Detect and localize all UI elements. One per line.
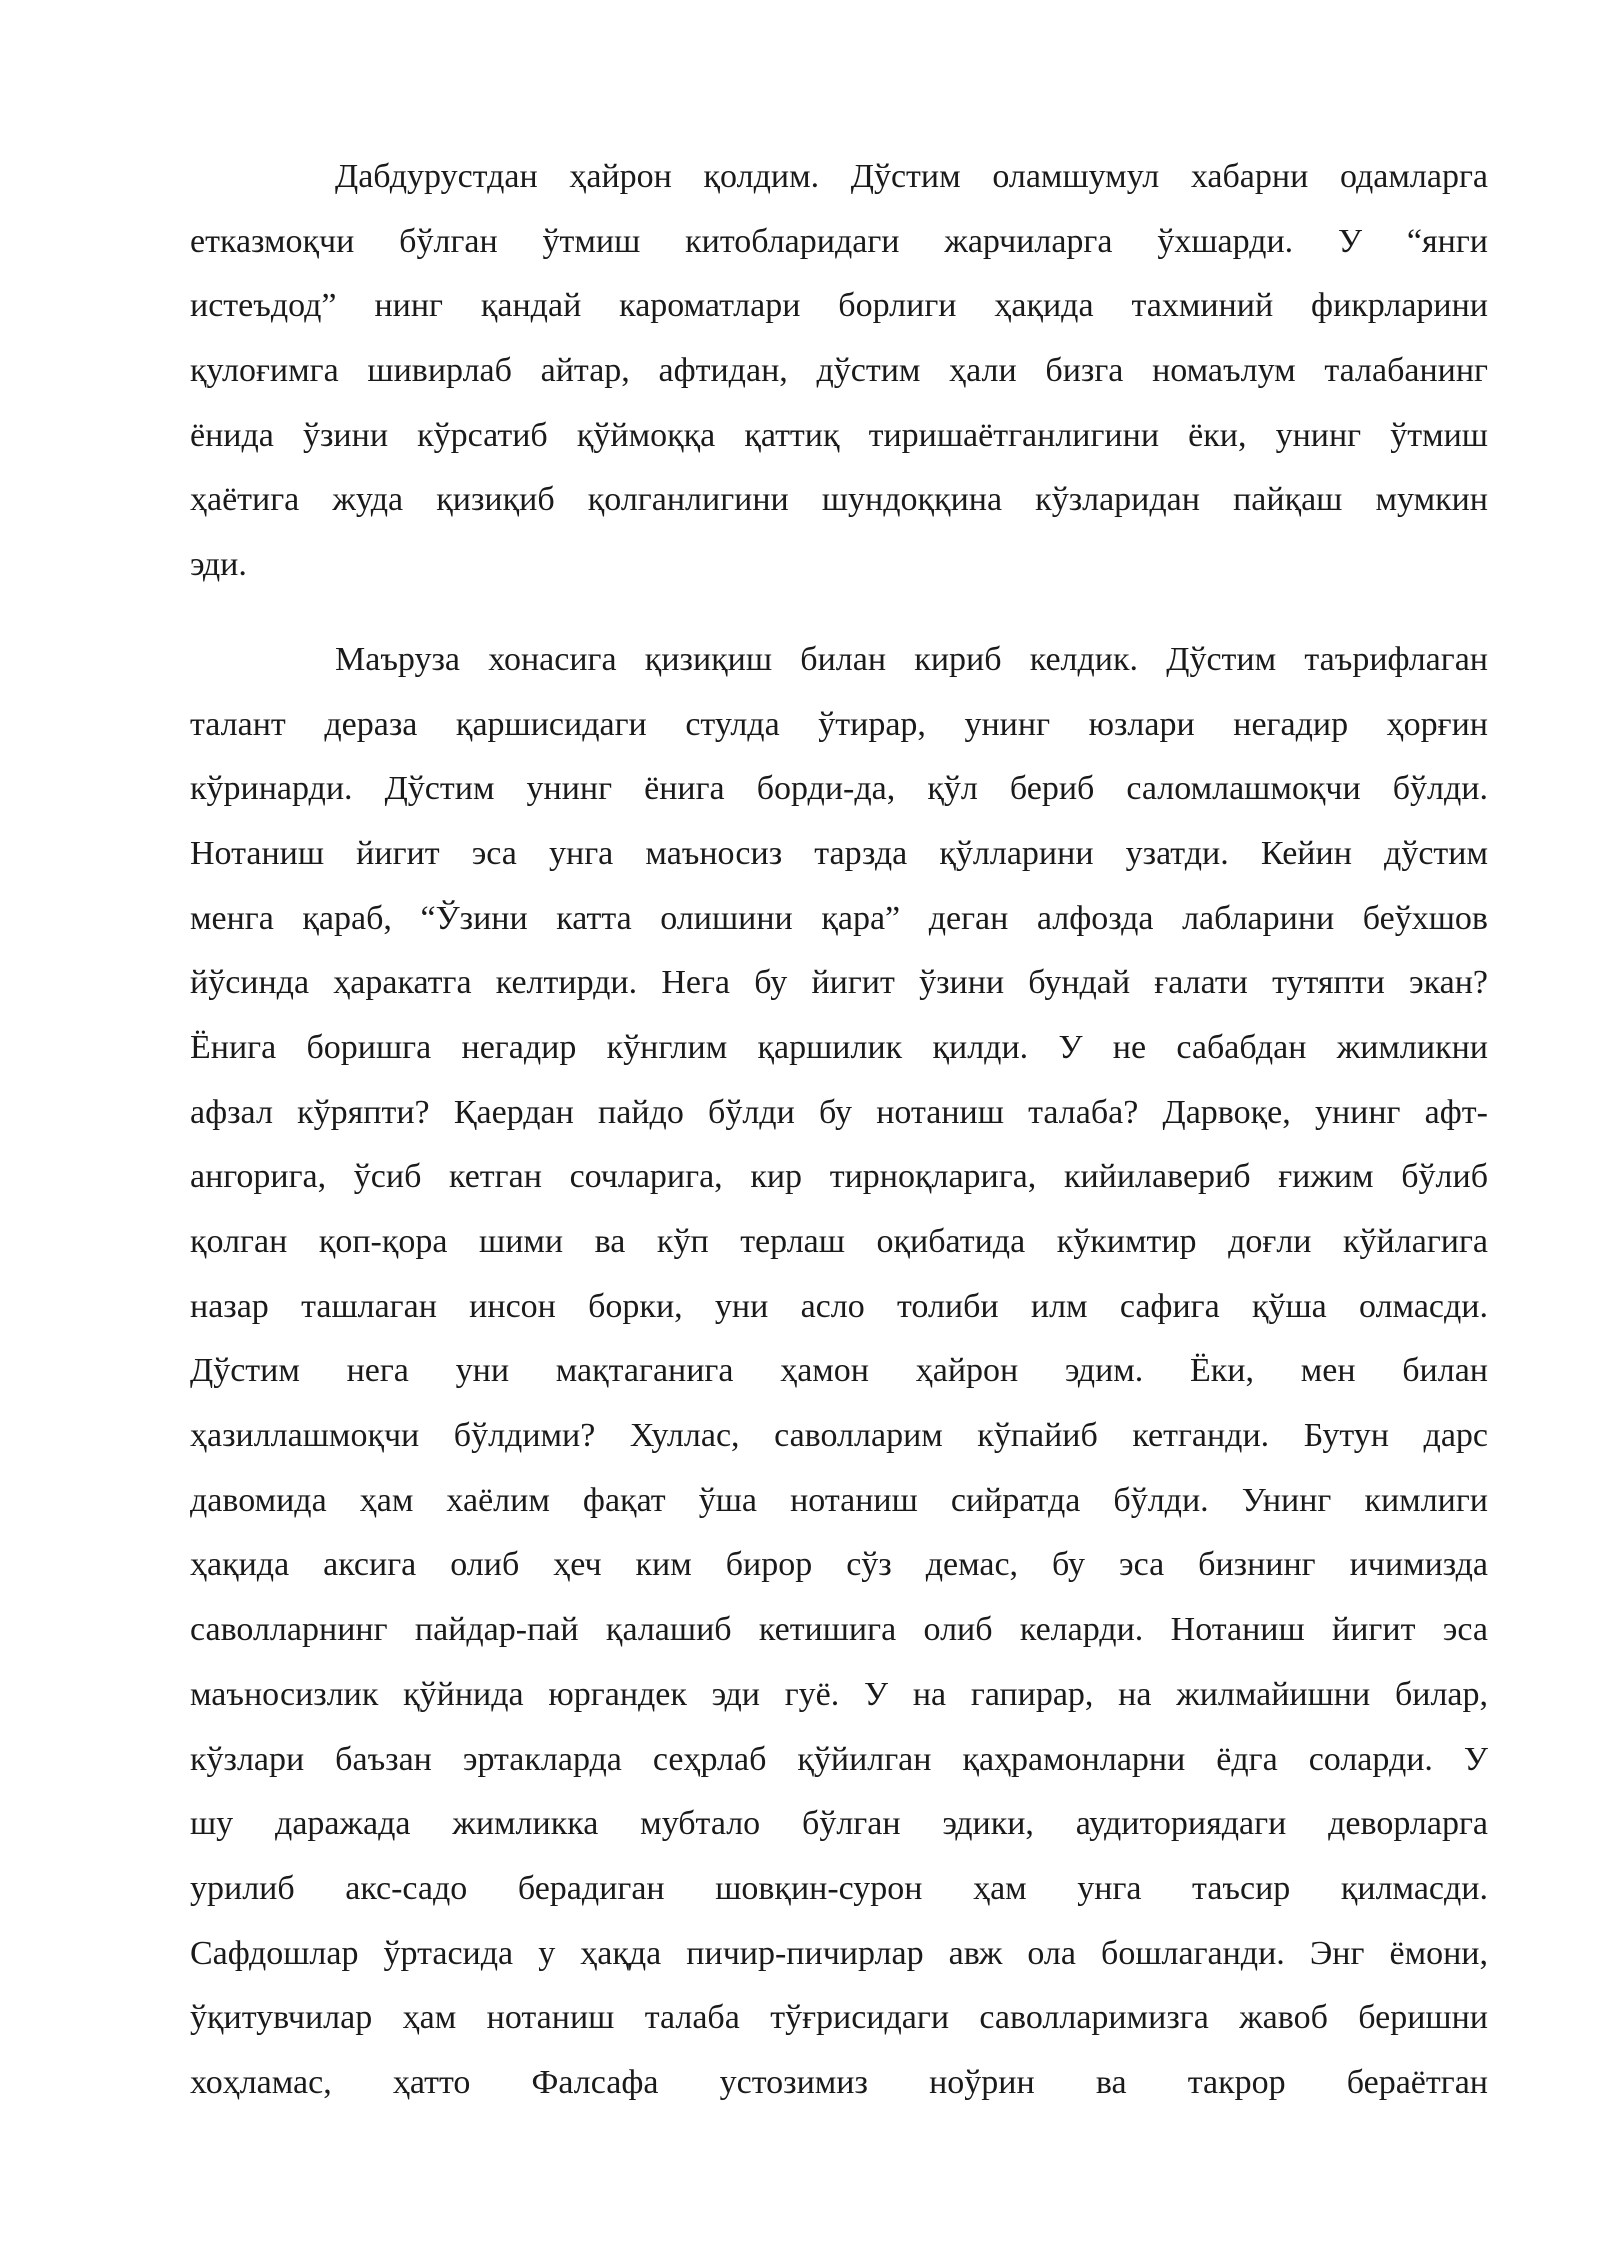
- paragraph-line: ҳақида аксига олиб ҳеч ким бирор сўз демас, бу эса бизнинг ичимизда: [190, 1546, 1488, 1584]
- paragraph-line: ҳазиллашмоқчи бўлдими? Хуллас, саволларим кўпайиб кетганди. Бутун дарс: [190, 1417, 1488, 1455]
- paragraph-line: эди.: [190, 546, 247, 584]
- paragraph-line: қулоғимга шивирлаб айтар, афтидан, дўстим ҳали бизга номаълум талабанинг: [190, 352, 1488, 390]
- paragraph-line: ҳаётига жуда қизиқиб қолганлигини шундоққина кўзларидан пайқаш мумкин: [190, 481, 1488, 519]
- paragraph-line: йўсинда ҳаракатга келтирди. Нега бу йигит ўзини бундай ғалати тутяпти экан?: [190, 964, 1488, 1002]
- paragraph-line: назар ташлаган инсон борки, уни асло толиби илм сафига қўша олмасди.: [190, 1287, 1488, 1325]
- paragraph-line: талант дераза қаршисидаги стулда ўтирар, унинг юзлари негадир ҳорғин: [190, 705, 1488, 743]
- paragraph-line: кўринарди. Дўстим унинг ёнига борди-да, қўл бериб саломлашмоқчи бўлди.: [190, 770, 1488, 808]
- paragraph-line: Дўстим нега уни мақтаганига ҳамон ҳайрон эдим. Ёки, мен билан: [190, 1352, 1488, 1390]
- paragraph-line: давомида ҳам хаёлим фақат ўша нотаниш сийратда бўлди. Унинг кимлиги: [190, 1481, 1488, 1519]
- paragraph-line: кўзлари баъзан эртакларда сеҳрлаб қўйилган қаҳрамонларни ёдга соларди. У: [190, 1740, 1488, 1778]
- paragraph-line: маъносизлик қўйнида юргандек эди гуё. У на гапирар, на жилмайишни билар,: [190, 1675, 1488, 1713]
- paragraph-line: хоҳламас, ҳатто Фалсафа устозимиз ноўрин ва такрор бераётган: [190, 2063, 1488, 2101]
- paragraph-line: Нотаниш йигит эса унга маъносиз тарзда қўлларини узатди. Кейин дўстим: [190, 834, 1488, 872]
- paragraph-line: Дабдурустдан ҳайрон қолдим. Дўстим оламшумул хабарни одамларга: [335, 158, 1488, 195]
- paragraph-line: Сафдошлар ўртасида у ҳақда пичир-пичирлар авж ола бошлаганди. Энг ёмони,: [190, 1934, 1488, 1972]
- document-page: [190, 145, 1488, 2116]
- paragraph-2: [190, 628, 1488, 2116]
- paragraph-line: саволларнинг пайдар-пай қалашиб кетишига олиб келарди. Нотаниш йигит эса: [190, 1611, 1488, 1649]
- paragraph-1: [190, 145, 1488, 598]
- paragraph-line: менга қараб, “Ўзини катта олишини қара” деган алфозда лабларини беўхшов: [190, 899, 1488, 937]
- paragraph-line: ўқитувчилар ҳам нотаниш талаба тўғрисидаги саволларимизга жавоб беришни: [190, 1999, 1488, 2037]
- paragraph-line: ангорига, ўсиб кетган сочларига, кир тирноқларига, кийилавериб ғижим бўлиб: [190, 1158, 1488, 1196]
- paragraph-line: етказмоқчи бўлган ўтмиш китобларидаги жарчиларга ўхшарди. У “янги: [190, 222, 1488, 260]
- paragraph-line: шу даражада жимликка мубтало бўлган эдики, аудиториядаги деворларга: [190, 1805, 1488, 1843]
- paragraph-line: урилиб акс-садо берадиган шовқин-сурон ҳам унга таъсир қилмасди.: [190, 1869, 1488, 1907]
- paragraph-line: афзал кўряпти? Қаердан пайдо бўлди бу нотаниш талаба? Дарвоқе, унинг афт-: [190, 1093, 1488, 1131]
- paragraph-line: Ёнига боришга негадир кўнглим қаршилик қилди. У не сабабдан жимликни: [190, 1028, 1488, 1066]
- paragraph-line: қолган қоп-қора шими ва кўп терлаш оқибатида кўкимтир доғли кўйлагига: [190, 1223, 1488, 1260]
- paragraph-line: ёнида ўзини кўрсатиб қўймоққа қаттиқ тиришаётганлигини ёки, унинг ўтмиш: [190, 416, 1488, 454]
- paragraph-line: Маъруза хонасига қизиқиш билан кириб келдик. Дўстим таърифлаган: [335, 640, 1488, 678]
- paragraph-line: истеъдод” нинг қандай кароматлари борлиги ҳақида тахминий фикрларини: [190, 287, 1488, 325]
